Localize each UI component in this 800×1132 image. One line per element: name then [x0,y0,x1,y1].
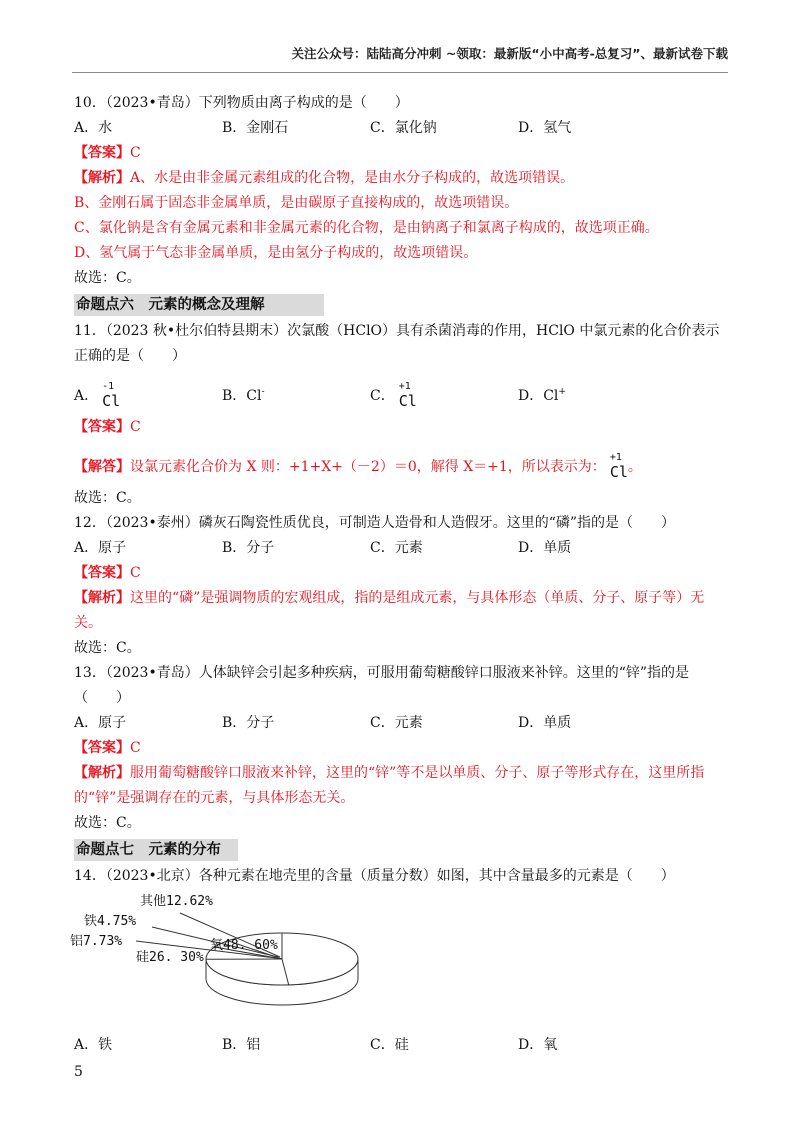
q13-analysis: 【解析】服用葡萄糖酸锌口服液来补锌，这里的“锌”等不是以单质、分子、原子等形式存在，这里所指的“锌”是强调存在的元素，与具体形态无关。 [74,765,705,806]
q13-answer: 【答案】C [74,740,141,756]
q11-answer: 【答案】C [74,419,141,435]
section-heading-6: 命题点六 元素的概念及理解 [74,294,324,316]
q11-option-b: B．Cl- [222,387,265,404]
q11-solution: 【解答】设氯元素化合价为 X 则：+1+X+（－2）＝0，解得 X＝+1，所以表示为： +1 Cl 。 [74,452,642,481]
pie-label-oxygen: 氧48. 60% [210,938,278,953]
q12-analysis: 【解析】这里的“磷”是强调物质的宏观组成，指的是组成元素，与具体形态（单质、分子、原子等）无关。 [74,590,705,631]
q11-conclusion: 故选：C。 [74,490,141,506]
q11-option-c: C． +1 Cl [370,381,417,410]
pie-label-aluminum: 铝7.73% [70,934,123,949]
q12-option-a: A．原子 [74,540,127,556]
q14-stem: 14．（2023•北京）各种元素在地壳里的含量（质量分数）如图，其中含量最多的元素是（ ） [74,868,675,884]
q14-option-b: B．铝 [222,1037,261,1053]
q12-option-b: B．分子 [222,540,275,556]
q12-conclusion: 故选：C。 [74,640,141,656]
q13-option-b: B．分子 [222,715,275,731]
pie-label-silicon: 硅26. 30% [136,950,204,965]
q11-option-d: D．Cl+ [518,387,566,404]
q14-option-a: A．铁 [74,1037,113,1053]
q10-conclusion: 故选：C。 [74,270,141,286]
q12-option-d: D．单质 [518,540,572,556]
q10-option-c: C．氯化钠 [370,120,437,136]
q10-answer: 【答案】C [74,145,141,161]
q12-options [74,536,730,561]
q13-option-c: C．元素 [370,715,423,731]
q10-options [74,116,730,141]
q13-options [74,711,730,736]
q14-options [74,1033,730,1058]
q14-option-c: C．硅 [370,1037,409,1053]
q13-conclusion: 故选：C。 [74,815,141,831]
q10-option-d: D．氢气 [518,120,572,136]
q12-option-c: C．元素 [370,540,423,556]
q13-stem: 13．（2023•青岛）人体缺锌会引起多种疾病，可服用葡萄糖酸锌口服液来补锌。这里的“锌”指的是（ ） [74,665,690,706]
page-number: 5 [74,1064,83,1080]
crust-element-pie-chart [70,891,370,1031]
q10-option-b: B．金刚石 [222,120,289,136]
q13-option-a: A．原子 [74,715,127,731]
q10-analysis-d: D、氢气属于气态非金属单质，是由氢分子构成的，故选项错误。 [74,245,478,261]
q12-stem: 12．（2023•泰州）磷灰石陶瓷性质优良，可制造人造骨和人造假牙。这里的“磷”指的是（ ） [74,515,676,531]
page-header: 关注公众号：陆陆高分冲刺 ~领取：最新版“小中高考-总复习”、最新试卷下载 [291,46,728,61]
q11-option-a: A． -1 Cl [74,381,121,410]
q11-options [74,369,730,409]
q11-stem: 11．（2023 秋•杜尔伯特县期末）次氯酸（HClO）具有杀菌消毒的作用，HClO 中氯元素的化合价表示正确的是（ ） [74,323,720,364]
pie-label-iron: 铁4.75% [84,914,137,929]
q13-option-d: D．单质 [518,715,572,731]
q10-option-a: A．水 [74,120,113,136]
q10-analysis-c: C、氯化钠是含有金属元素和非金属元素的化合物，是由钠离子和氯离子构成的，故选项正确。 [74,220,659,236]
header-rule [72,72,728,73]
pie-label-other: 其他12.62% [140,894,213,909]
q10-analysis-b: B、金刚石属于固态非金属单质，是由碳原子直接构成的，故选项错误。 [74,195,519,211]
q10-stem: 10．（2023•青岛）下列物质由离子构成的是（ ） [74,95,409,111]
section-heading-7: 命题点七 元素的分布 [74,839,238,861]
q10-analysis-a: 【解析】A、水是由非金属元素组成的化合物，是由水分子构成的，故选项错误。 [74,170,575,186]
document-body [70,91,730,1058]
q12-answer: 【答案】C [74,565,141,581]
q14-option-d: D．氧 [518,1037,558,1053]
